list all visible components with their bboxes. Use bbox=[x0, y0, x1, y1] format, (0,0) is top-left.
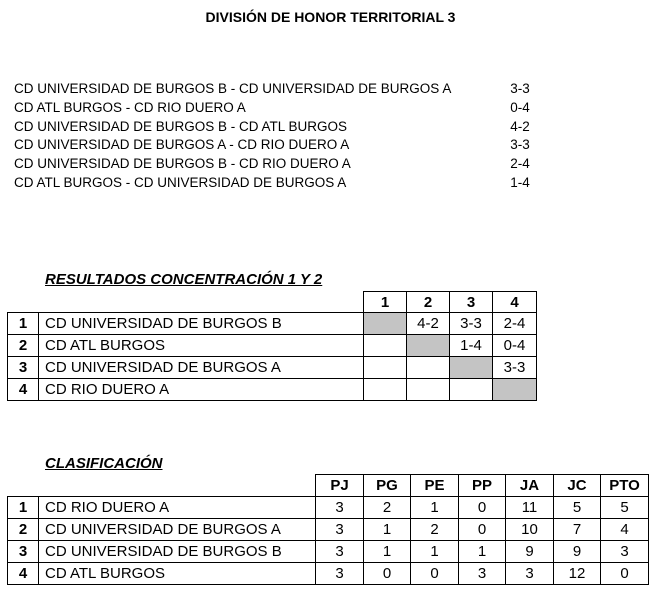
stat-cell: 0 bbox=[411, 563, 459, 585]
standings-header-row bbox=[8, 475, 649, 497]
column-header: JC bbox=[554, 475, 601, 497]
match-teams: CD UNIVERSIDAD DE BURGOS A - CD RIO DUERO A bbox=[14, 137, 350, 152]
team-name: CD ATL BURGOS bbox=[39, 563, 316, 585]
match-score: 1-4 bbox=[510, 175, 530, 190]
stat-cell: 2 bbox=[364, 497, 411, 519]
stat-cell: 2 bbox=[411, 519, 459, 541]
team-name: CD UNIVERSIDAD DE BURGOS A bbox=[39, 357, 364, 379]
column-header: PTO bbox=[601, 475, 649, 497]
result-cell: 3-3 bbox=[493, 357, 537, 379]
blank-cell bbox=[8, 475, 39, 497]
stat-cell: 1 bbox=[411, 541, 459, 563]
match-score: 0-4 bbox=[510, 100, 530, 115]
match-score: 3-3 bbox=[510, 81, 530, 96]
row-index: 3 bbox=[8, 541, 39, 563]
row-index: 4 bbox=[8, 563, 39, 585]
match-teams: CD UNIVERSIDAD DE BURGOS B - CD RIO DUERO A bbox=[14, 156, 351, 171]
stat-cell: 1 bbox=[459, 541, 506, 563]
result-cell: 3-3 bbox=[450, 313, 493, 335]
stat-cell: 1 bbox=[364, 541, 411, 563]
stat-cell: 5 bbox=[601, 497, 649, 519]
result-cell bbox=[407, 357, 450, 379]
stat-cell: 0 bbox=[364, 563, 411, 585]
results-table bbox=[7, 291, 537, 401]
column-header: 1 bbox=[364, 292, 407, 313]
stat-cell: 3 bbox=[316, 541, 364, 563]
stat-cell: 11 bbox=[506, 497, 554, 519]
stat-cell: 3 bbox=[316, 563, 364, 585]
stat-cell: 3 bbox=[316, 519, 364, 541]
result-cell bbox=[364, 335, 407, 357]
results-header-row bbox=[8, 292, 537, 313]
result-cell: 1-4 bbox=[450, 335, 493, 357]
column-header: PJ bbox=[316, 475, 364, 497]
shaded-cell bbox=[493, 379, 537, 401]
result-cell bbox=[407, 379, 450, 401]
match-teams: CD UNIVERSIDAD DE BURGOS B - CD UNIVERSIDAD DE BURGOS A bbox=[14, 81, 452, 96]
match-teams: CD ATL BURGOS - CD RIO DUERO A bbox=[14, 100, 246, 115]
match-score: 3-3 bbox=[510, 137, 530, 152]
team-name: CD RIO DUERO A bbox=[39, 379, 364, 401]
row-index: 1 bbox=[8, 313, 39, 335]
column-header: 4 bbox=[493, 292, 537, 313]
row-index: 1 bbox=[8, 497, 39, 519]
table-row bbox=[8, 563, 649, 585]
table-row bbox=[8, 497, 649, 519]
column-header: PE bbox=[411, 475, 459, 497]
stat-cell: 9 bbox=[506, 541, 554, 563]
table-row bbox=[8, 357, 537, 379]
stat-cell: 0 bbox=[459, 519, 506, 541]
row-index: 2 bbox=[8, 519, 39, 541]
page-title: DIVISIÓN DE HONOR TERRITORIAL 3 bbox=[205, 9, 456, 25]
column-header: 3 bbox=[450, 292, 493, 313]
team-name: CD UNIVERSIDAD DE BURGOS A bbox=[39, 519, 316, 541]
shaded-cell bbox=[364, 313, 407, 335]
row-index: 4 bbox=[8, 379, 39, 401]
table-row bbox=[8, 313, 537, 335]
table-row bbox=[8, 541, 649, 563]
blank-cell bbox=[39, 292, 364, 313]
blank-cell bbox=[8, 292, 39, 313]
stat-cell: 10 bbox=[506, 519, 554, 541]
stat-cell: 9 bbox=[554, 541, 601, 563]
column-header: PP bbox=[459, 475, 506, 497]
table-row bbox=[8, 335, 537, 357]
shaded-cell bbox=[450, 357, 493, 379]
row-index: 3 bbox=[8, 357, 39, 379]
stat-cell: 7 bbox=[554, 519, 601, 541]
team-name: CD ATL BURGOS bbox=[39, 335, 364, 357]
match-teams: CD UNIVERSIDAD DE BURGOS B - CD ATL BURGOS bbox=[14, 119, 348, 134]
match-score: 4-2 bbox=[510, 119, 530, 134]
stat-cell: 3 bbox=[316, 497, 364, 519]
team-name: CD UNIVERSIDAD DE BURGOS B bbox=[39, 541, 316, 563]
result-cell: 4-2 bbox=[407, 313, 450, 335]
column-header: PG bbox=[364, 475, 411, 497]
result-cell bbox=[364, 357, 407, 379]
team-name: CD UNIVERSIDAD DE BURGOS B bbox=[39, 313, 364, 335]
stat-cell: 3 bbox=[459, 563, 506, 585]
shaded-cell bbox=[407, 335, 450, 357]
standings-table bbox=[7, 474, 649, 585]
stat-cell: 1 bbox=[364, 519, 411, 541]
column-header: 2 bbox=[407, 292, 450, 313]
table-row bbox=[8, 379, 537, 401]
standings-heading: CLASIFICACIÓN bbox=[45, 455, 163, 472]
results-heading: RESULTADOS CONCENTRACIÓN 1 Y 2 bbox=[45, 271, 323, 288]
stat-cell: 0 bbox=[601, 563, 649, 585]
column-header: JA bbox=[506, 475, 554, 497]
stat-cell: 0 bbox=[459, 497, 506, 519]
result-cell bbox=[364, 379, 407, 401]
team-name: CD RIO DUERO A bbox=[39, 497, 316, 519]
result-cell bbox=[450, 379, 493, 401]
table-row bbox=[8, 519, 649, 541]
stat-cell: 5 bbox=[554, 497, 601, 519]
stat-cell: 3 bbox=[601, 541, 649, 563]
match-teams: CD ATL BURGOS - CD UNIVERSIDAD DE BURGOS A bbox=[14, 175, 347, 190]
match-score: 2-4 bbox=[510, 156, 530, 171]
blank-cell bbox=[39, 475, 316, 497]
result-cell: 2-4 bbox=[493, 313, 537, 335]
row-index: 2 bbox=[8, 335, 39, 357]
result-cell: 0-4 bbox=[493, 335, 537, 357]
stat-cell: 4 bbox=[601, 519, 649, 541]
stat-cell: 3 bbox=[506, 563, 554, 585]
stat-cell: 1 bbox=[411, 497, 459, 519]
stat-cell: 12 bbox=[554, 563, 601, 585]
